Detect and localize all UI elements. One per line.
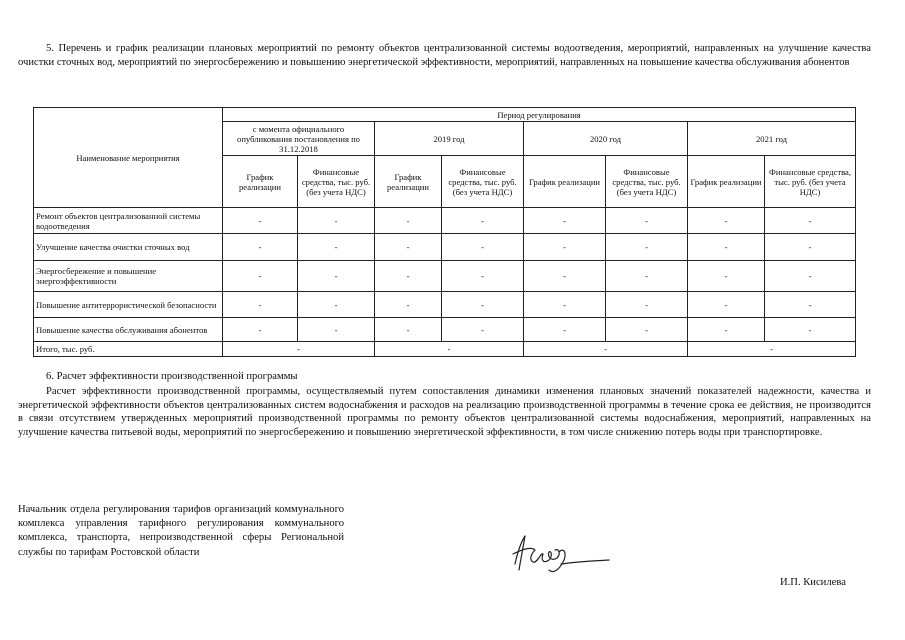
col-name-header: Наименование мероприятия <box>34 108 223 208</box>
sub-header-schedule: График реализации <box>524 156 606 208</box>
period-header: Период регулирования <box>223 108 856 122</box>
table-row <box>34 234 856 261</box>
cell-value: - <box>688 208 765 234</box>
cell-value: - <box>375 208 442 234</box>
row-name: Улучшение качества очистки сточных вод <box>34 234 223 261</box>
sub-header-schedule: График реализации <box>223 156 298 208</box>
total-label: Итого, тыс. руб. <box>34 342 223 357</box>
total-value: - <box>223 342 375 357</box>
cell-value: - <box>524 208 606 234</box>
handwritten-signature <box>505 520 615 580</box>
table-row <box>34 292 856 318</box>
row-name: Повышение качества обслуживания абонентов <box>34 318 223 342</box>
cell-value: - <box>765 208 856 234</box>
row-name: Энергосбережение и повышение энергоэффективности <box>34 261 223 292</box>
cell-value: - <box>765 318 856 342</box>
cell-value: - <box>765 234 856 261</box>
total-value: - <box>524 342 688 357</box>
cell-value: - <box>375 261 442 292</box>
total-value: - <box>688 342 856 357</box>
cell-value: - <box>298 234 375 261</box>
cell-value: - <box>375 234 442 261</box>
cell-value: - <box>606 234 688 261</box>
cell-value: - <box>442 261 524 292</box>
cell-value: - <box>442 292 524 318</box>
sub-header-finance: Финансовые средства, тыс. руб. (без учета НДС) <box>298 156 375 208</box>
table-total-row <box>34 342 856 357</box>
cell-value: - <box>765 292 856 318</box>
cell-value: - <box>606 208 688 234</box>
cell-value: - <box>688 292 765 318</box>
cell-value: - <box>606 318 688 342</box>
sub-header-finance: Финансовые средства, тыс. руб. (без учета НДС) <box>442 156 524 208</box>
cell-value: - <box>606 292 688 318</box>
cell-value: - <box>765 261 856 292</box>
table-row <box>34 318 856 342</box>
cell-value: - <box>375 318 442 342</box>
period-2019: 2019 год <box>375 122 524 156</box>
cell-value: - <box>223 261 298 292</box>
cell-value: - <box>223 292 298 318</box>
cell-value: - <box>524 261 606 292</box>
period-2020: 2020 год <box>524 122 688 156</box>
cell-value: - <box>688 234 765 261</box>
row-name: Ремонт объектов централизованной системы водоотведения <box>34 208 223 234</box>
table-row <box>34 208 856 234</box>
sub-header-schedule: График реализации <box>375 156 442 208</box>
cell-value: - <box>298 261 375 292</box>
cell-value: - <box>298 292 375 318</box>
cell-value: - <box>223 318 298 342</box>
sub-header-finance: Финансовые средства, тыс. руб. (без учета НДС) <box>606 156 688 208</box>
sub-header-finance: Финансовые средства, тыс. руб. (без учета НДС) <box>765 156 856 208</box>
cell-value: - <box>524 318 606 342</box>
cell-value: - <box>524 234 606 261</box>
plan-table <box>33 107 856 357</box>
cell-value: - <box>223 208 298 234</box>
sub-header-schedule: График реализации <box>688 156 765 208</box>
period-2021: 2021 год <box>688 122 856 156</box>
period-initial: с момента официального опубликования постановления по 31.12.2018 <box>223 122 375 156</box>
cell-value: - <box>298 318 375 342</box>
cell-value: - <box>442 318 524 342</box>
section-5-text: 5. Перечень и график реализации плановых мероприятий по ремонту объектов централизованной системы водоотведения, мероприятий, направленных на улучшение качества очистки сточных вод, мероприятий по энергосбережению и повышению энергетической эффективности, мероприятий, направленных на повышение качества обслуживания абонентов <box>18 43 871 68</box>
cell-value: - <box>606 261 688 292</box>
table-row <box>34 261 856 292</box>
signatory-name: И.П. Кисилева <box>780 577 846 588</box>
section-6-text: Расчет эффективности производственной программы, осуществляемый путем сопоставления динамики изменения плановых значений показателей надежности, качества и энергетической эффективности объектов централизованных систем водоснабжения и расходов на реализацию производственной программы в течение срока ее действия, не производится в связи отсутствием утвержденных мероприятий производственной программы по ремонту объектов централизованной системы водоснабжения, мероприятий, направленных на улучшение качества питьевой воды, мероприятий по энергосбережению и повышению энергетической эффективности, в том числе снижению потерь воды при транспортировке. <box>18 386 871 438</box>
cell-value: - <box>442 234 524 261</box>
row-name: Повышение антитеррористической безопасности <box>34 292 223 318</box>
signatory-position: Начальник отдела регулирования тарифов организаций коммунального комплекса управления тарифного регулирования коммунального комплекса, транспорта, непроизводственной сферы Региональной службы по тарифам Ростовской области <box>18 504 344 558</box>
cell-value: - <box>375 292 442 318</box>
cell-value: - <box>524 292 606 318</box>
cell-value: - <box>442 208 524 234</box>
cell-value: - <box>688 261 765 292</box>
total-value: - <box>375 342 524 357</box>
cell-value: - <box>298 208 375 234</box>
section-6-title: 6. Расчет эффективности производственной программы <box>46 371 298 382</box>
cell-value: - <box>223 234 298 261</box>
cell-value: - <box>688 318 765 342</box>
